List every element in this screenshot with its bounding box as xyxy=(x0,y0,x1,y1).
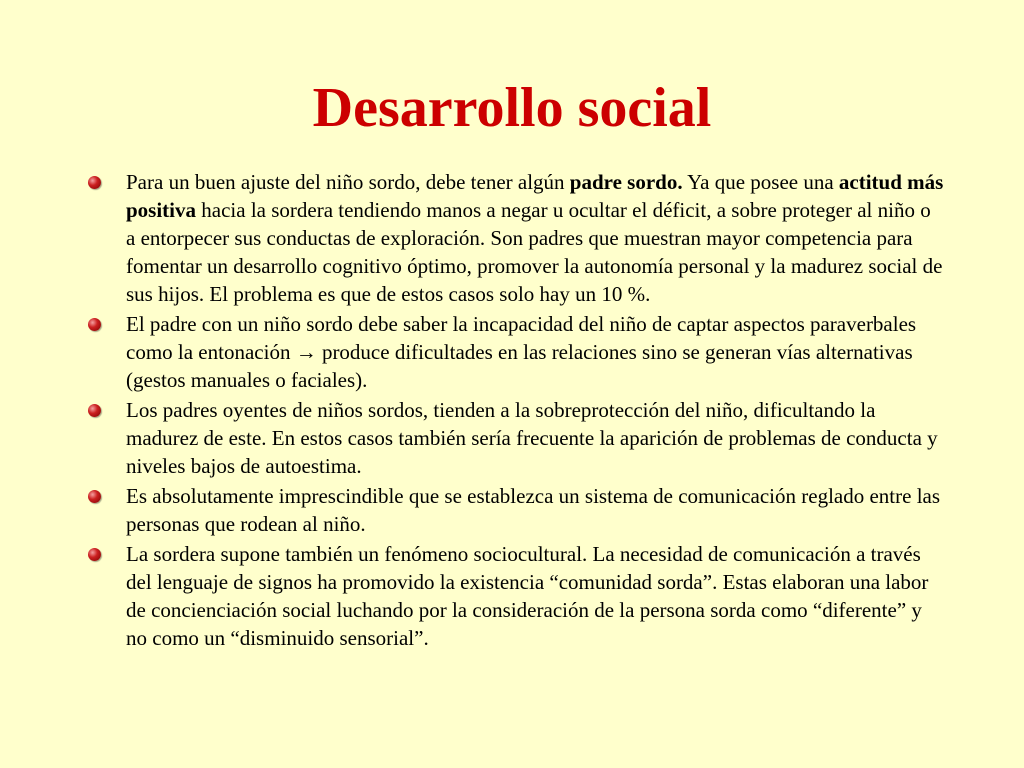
bullet-bold-segment: padre sordo. xyxy=(569,170,683,194)
bullet-text xyxy=(126,398,938,478)
bullet-item xyxy=(84,540,944,652)
slide-title: Desarrollo social xyxy=(312,77,712,139)
bullet-segment: hacia la sordera tendiendo manos a negar u ocultar el déficit, a sobre proteger al niño o a entorpecer sus conductas de exploración. Son padres que muestran mayor competencia para fomentar un desarrollo cognitivo óptimo, promover la autonomía personal y la madurez social de sus hijos. El problema es que de estos casos solo hay un 10 %. xyxy=(126,198,943,306)
bullet-segment: La sordera supone también un fenómeno sociocultural. La necesidad de comunicación a través del lenguaje de signos ha promovido la existencia “comunidad sorda”. Estas elaboran una labor de concienciación social luchando por la consideración de la persona sorda como “diferente” y no como un “disminuido sensorial”. xyxy=(126,542,929,650)
bullet-segment: Ya que posee una xyxy=(682,170,839,194)
bullet-segment: Es absolutamente imprescindible que se establezca un sistema de comunicación reglado entre las personas que rodean al niño. xyxy=(126,484,941,536)
red-sphere-bullet-icon xyxy=(88,318,101,331)
red-sphere-bullet-icon xyxy=(88,404,101,417)
bullet-item xyxy=(84,482,944,538)
bullet-item xyxy=(84,310,944,394)
bullet-list xyxy=(84,168,944,654)
bullet-item xyxy=(84,396,944,480)
bullet-segment: Los padres oyentes de niños sordos, tienden a la sobreprotección del niño, dificultando la madurez de este. En estos casos también sería frecuente la aparición de problemas de conducta y niveles bajos de autoestima. xyxy=(126,398,938,478)
red-sphere-bullet-icon xyxy=(88,176,101,189)
bullet-text xyxy=(126,170,943,306)
bullet-text xyxy=(126,484,940,536)
bullet-segment: Para un buen ajuste del niño sordo, debe tener algún xyxy=(126,170,570,194)
bullet-bold-segment: actitud más positiva xyxy=(126,170,944,222)
red-sphere-bullet-icon xyxy=(88,490,101,503)
bullet-segment: El padre con un niño sordo debe saber la incapacidad del niño de captar aspectos paraverbales como la entonación → produce dificultades en las relaciones sino se generan vías alternativas (gestos manuales o faciales). xyxy=(126,312,917,392)
red-sphere-bullet-icon xyxy=(88,548,101,561)
bullet-text xyxy=(126,542,928,650)
bullet-item xyxy=(84,168,944,308)
bullet-text xyxy=(126,312,916,392)
